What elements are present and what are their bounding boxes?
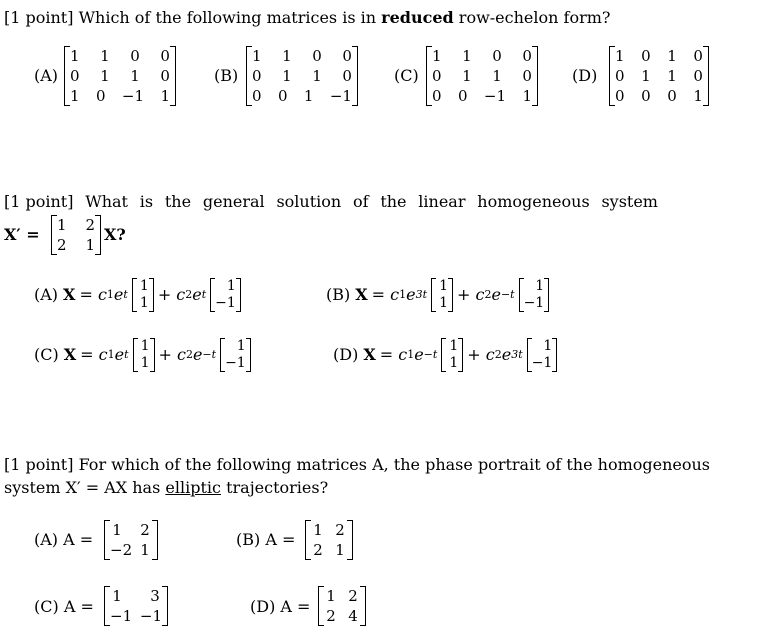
- q1-option-matrix: [252, 46, 352, 106]
- matrix-cell: 0: [342, 67, 352, 85]
- q2-option-label: (B): [326, 285, 351, 304]
- matrix-cell: 1: [252, 47, 262, 65]
- q2-option-exp: 3t: [415, 288, 428, 301]
- q2-option-sub: 1: [107, 348, 115, 361]
- q1-option-label: (A): [34, 66, 59, 85]
- vector-entry: −1: [215, 295, 236, 311]
- matrix-cell: 1: [130, 67, 140, 85]
- matrix-cell: 2: [140, 521, 150, 539]
- matrix-cell: 1: [615, 47, 625, 65]
- vector-entry: 1: [139, 278, 149, 294]
- matrix-cell: 0: [342, 47, 352, 65]
- matrix-cell: 1: [100, 47, 110, 65]
- q2-option-exp: 3t: [511, 348, 523, 361]
- q3-text-line2b: trajectories?: [226, 478, 329, 497]
- q3-option-label: (A) A =: [34, 530, 94, 549]
- matrix-cell: 1: [462, 67, 472, 85]
- matrix-cell: 1: [140, 541, 150, 559]
- q2-vector: [446, 338, 458, 372]
- q3-underlined-word: elliptic: [165, 478, 221, 497]
- matrix-cell: 2: [326, 607, 336, 625]
- matrix-cell: 1: [641, 67, 651, 85]
- q2-option-exp: −t: [423, 348, 438, 361]
- matrix-cell: 2: [313, 541, 323, 559]
- matrix-cell: 0: [252, 87, 262, 105]
- q2-matrix: [57, 215, 95, 255]
- q1-text-b: row-echelon form?: [458, 8, 611, 27]
- q2-option: [34, 335, 255, 375]
- q2-option-exp: t: [123, 288, 128, 301]
- matrix-cell: 1: [522, 87, 532, 105]
- matrix-cell: −1: [329, 87, 352, 105]
- q2-vector: [225, 338, 246, 372]
- q3-points: [1 point]: [4, 455, 74, 474]
- q2-option: [333, 335, 561, 375]
- q2-option-plus: + c: [158, 345, 186, 364]
- q1-text-bold: reduced: [381, 8, 454, 27]
- q2-option-sub: 1: [407, 348, 415, 361]
- q1-option-matrix: [70, 46, 170, 106]
- matrix-cell: 1: [112, 587, 122, 605]
- q2-vector: [436, 278, 448, 312]
- q3-option-matrix: [110, 520, 152, 560]
- matrix-cell: −1: [483, 87, 507, 105]
- matrix-cell: 1: [70, 87, 80, 105]
- q2-option-e: e: [414, 345, 424, 364]
- q2-word: is: [139, 192, 154, 211]
- matrix-cell: 1: [492, 67, 502, 85]
- matrix-cell: 0: [667, 87, 677, 105]
- q2-option-exp: t: [124, 348, 129, 361]
- q2-word: the: [164, 192, 192, 211]
- q2-option-x: X: [355, 285, 368, 304]
- matrix-cell: 3: [150, 587, 160, 605]
- matrix-cell: 1: [70, 47, 80, 65]
- q2-option-plus: + c: [467, 345, 495, 364]
- matrix-cell: 4: [348, 607, 358, 625]
- q2-option-exp: t: [201, 288, 207, 301]
- matrix-cell: 1: [282, 47, 292, 65]
- q2-option-exp: −t: [202, 348, 217, 361]
- q1-option-label: (B): [214, 66, 239, 85]
- q2-option-label: (D): [333, 345, 359, 364]
- matrix-cell: −1: [139, 607, 162, 625]
- q2-vector: [524, 278, 545, 312]
- q3-option-matrix: [324, 586, 360, 626]
- matrix-cell: 1: [112, 521, 122, 539]
- q2-vector: [215, 278, 236, 312]
- q2-option-sub: 2: [185, 348, 193, 361]
- q2-rhs: X?: [104, 225, 126, 244]
- q2-option-sub: 1: [106, 288, 114, 301]
- q2-option-e: e: [114, 345, 125, 364]
- vector-entry: 1: [226, 278, 236, 294]
- matrix-cell: 2: [57, 236, 67, 254]
- vector-entry: −1: [225, 355, 246, 371]
- q3-option-label: (D) A =: [250, 597, 311, 616]
- matrix-cell: 1: [303, 87, 314, 105]
- q2-option-label: (A): [34, 285, 59, 304]
- q3-option-matrix: [110, 586, 162, 626]
- matrix-cell: 0: [160, 67, 170, 85]
- q2-word: homogeneous: [477, 192, 590, 211]
- vector-entry: 1: [140, 355, 150, 371]
- matrix-cell: 0: [432, 87, 442, 105]
- vector-entry: 1: [449, 355, 459, 371]
- q2-vector: [137, 278, 149, 312]
- q2-vector: [532, 338, 553, 372]
- q2-option-plus: + c: [157, 285, 186, 304]
- q1-option-label: (C): [394, 66, 419, 85]
- vector-entry: 1: [535, 278, 545, 294]
- q2-option-sub: 2: [185, 288, 193, 301]
- q2-word: the: [380, 192, 407, 211]
- q2-option-sub: 2: [484, 288, 492, 301]
- q3-text-line1: For which of the following matrices A, the phase portrait of the homogeneous: [78, 455, 711, 474]
- matrix-cell: 0: [615, 87, 625, 105]
- q3-option-label: (B) A =: [236, 530, 296, 549]
- matrix-cell: 1: [667, 67, 677, 85]
- q2-option: [326, 275, 553, 315]
- q2-option-e: e: [113, 285, 124, 304]
- vector-entry: 1: [449, 338, 459, 354]
- matrix-cell: 1: [693, 87, 703, 105]
- q2-option-eq: = c: [379, 345, 408, 364]
- q2-word: system: [601, 192, 658, 211]
- matrix-cell: 2: [85, 216, 95, 234]
- vector-entry: 1: [236, 338, 246, 354]
- matrix-cell: 0: [95, 87, 106, 105]
- matrix-cell: 1: [313, 521, 323, 539]
- matrix-cell: 0: [693, 67, 703, 85]
- q3-line1: [4, 455, 710, 475]
- vector-entry: 1: [439, 278, 449, 294]
- matrix-cell: 0: [432, 67, 442, 85]
- matrix-cell: 1: [100, 67, 110, 85]
- q2-option-eq: = c: [80, 345, 108, 364]
- q2-points: [1 point]: [4, 192, 74, 211]
- q3-text-line2a: system X′ = AX has: [4, 478, 161, 497]
- matrix-cell: 0: [641, 47, 651, 65]
- matrix-cell: 1: [432, 47, 442, 65]
- q2-option-x: X: [63, 285, 76, 304]
- q2-option-e: e: [192, 285, 202, 304]
- matrix-cell: −1: [110, 607, 133, 625]
- q3-option-label: (C) A =: [34, 597, 94, 616]
- q1-option-label: (D): [572, 66, 598, 85]
- q1-option-matrix: [432, 46, 532, 106]
- q2-option-plus: + c: [457, 285, 485, 304]
- matrix-cell: 1: [326, 587, 336, 605]
- matrix-cell: 0: [252, 67, 262, 85]
- q2-word: linear: [418, 192, 466, 211]
- matrix-cell: 1: [312, 67, 322, 85]
- matrix-cell: 1: [667, 47, 677, 65]
- q2-option-eq: = c: [79, 285, 107, 304]
- matrix-cell: −1: [121, 87, 145, 105]
- q2-option-e: e: [192, 345, 203, 364]
- q1-text-a: Which of the following matrices is in: [78, 8, 377, 27]
- matrix-cell: 1: [85, 236, 95, 254]
- q3-option-matrix: [311, 520, 347, 560]
- q2-option-label: (C): [34, 345, 59, 364]
- q2-vector: [138, 338, 150, 372]
- matrix-cell: 0: [615, 67, 625, 85]
- matrix-cell: 1: [57, 216, 67, 234]
- q2-word: solution: [276, 192, 342, 211]
- matrix-cell: 0: [70, 67, 80, 85]
- q1-option-matrix: [615, 46, 703, 106]
- q2-option-e: e: [406, 285, 416, 304]
- matrix-cell: 0: [492, 47, 502, 65]
- q1-points: [1 point]: [4, 8, 74, 27]
- matrix-cell: 2: [348, 587, 358, 605]
- vector-entry: 1: [543, 338, 553, 354]
- matrix-cell: 0: [312, 47, 322, 65]
- q2-option-e: e: [501, 345, 512, 364]
- matrix-cell: 0: [522, 67, 532, 85]
- q2-option-sub: 1: [399, 288, 407, 301]
- q2-word: general: [202, 192, 265, 211]
- q2-word: What: [85, 192, 128, 211]
- matrix-cell: 0: [693, 47, 703, 65]
- q2-option: [34, 275, 245, 315]
- vector-entry: −1: [531, 355, 553, 371]
- vector-entry: 1: [139, 295, 149, 311]
- q2-word: of: [352, 192, 369, 211]
- matrix-cell: 0: [457, 87, 468, 105]
- matrix-cell: 0: [277, 87, 288, 105]
- matrix-cell: 1: [462, 47, 472, 65]
- matrix-cell: 0: [522, 47, 532, 65]
- q2-option-x: X: [63, 345, 77, 364]
- vector-entry: 1: [140, 338, 150, 354]
- matrix-cell: −2: [110, 541, 133, 559]
- q2-option-eq: = c: [371, 285, 400, 304]
- matrix-cell: 1: [160, 87, 170, 105]
- q2-option-x: X: [363, 345, 376, 364]
- q2-lhs: X′ =: [4, 225, 40, 244]
- q2-option-e: e: [491, 285, 501, 304]
- matrix-cell: 0: [160, 47, 170, 65]
- q1-prompt: [4, 8, 610, 28]
- vector-entry: −1: [523, 295, 545, 311]
- q2-option-exp: −t: [500, 288, 515, 301]
- matrix-cell: 1: [335, 541, 345, 559]
- matrix-cell: 2: [335, 521, 345, 539]
- q2-prompt: [4, 192, 658, 212]
- q3-line2: [4, 478, 328, 498]
- matrix-cell: 0: [130, 47, 140, 65]
- matrix-cell: 1: [282, 67, 292, 85]
- q2-option-sub: 2: [494, 348, 502, 361]
- vector-entry: 1: [439, 295, 449, 311]
- matrix-cell: 0: [641, 87, 651, 105]
